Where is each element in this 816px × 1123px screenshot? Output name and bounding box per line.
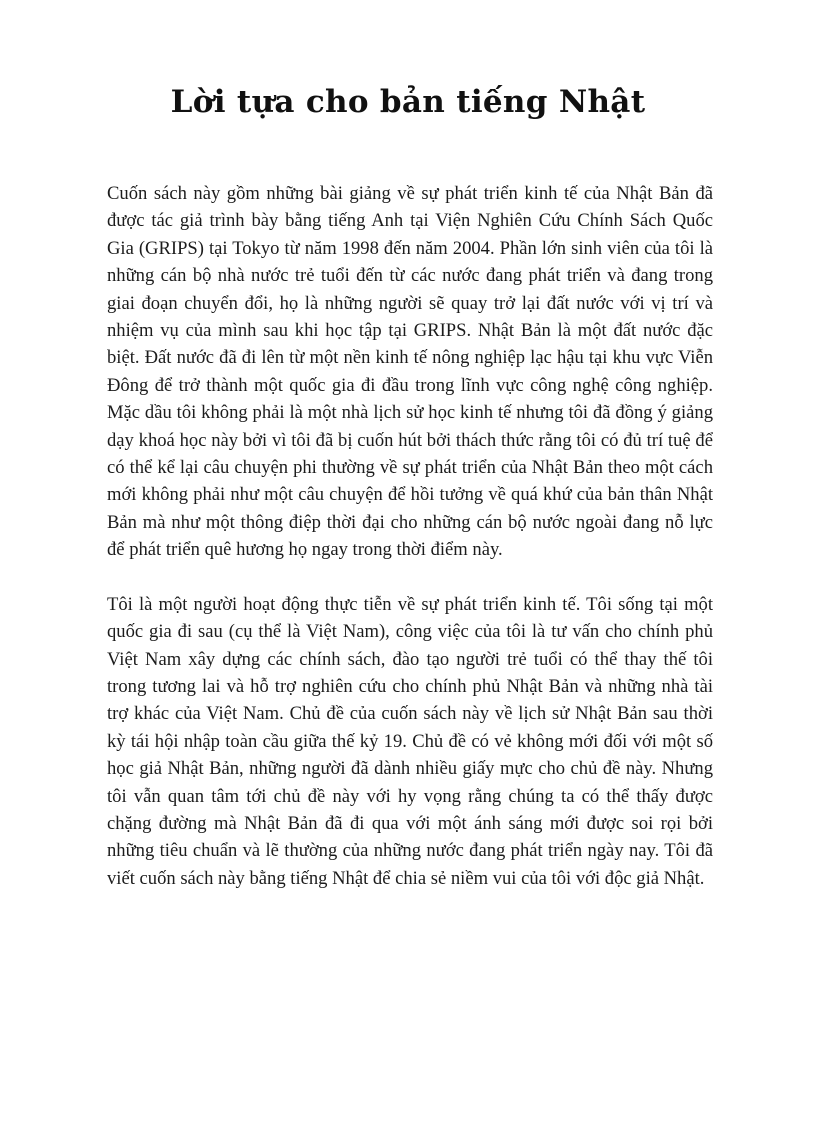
- paragraph-2: Tôi là một người hoạt động thực tiễn về sự phát triển kinh tế. Tôi sống tại một quốc gia đi sau (cụ thể là Việt Nam), công việc của tôi là tư vấn cho chính phủ Việt Nam xây dựng các chính sách, đào tạo người trẻ tuổi có thể thay thế tôi trong tương lai và hỗ trợ nghiên cứu cho chính phủ Nhật Bản và những nhà tài trợ khác của Việt Nam. Chủ đề của cuốn sách này về lịch sử Nhật Bản sau thời kỳ tái hội nhập toàn cầu giữa thế kỷ 19. Chủ đề có vẻ không mới đối với một số học giả Nhật Bản, những người đã dành nhiều giấy mực cho chủ đề này. Nhưng tôi vẫn quan tâm tới chủ đề này với hy vọng rằng chúng ta có thể thấy được chặng đường mà Nhật Bản đã đi qua với một ánh sáng mới được soi rọi bởi những tiêu chuẩn và lẽ thường của những nước đang phát triển ngày nay. Tôi đã viết cuốn sách này bằng tiếng Nhật để chia sẻ niềm vui của tôi với độc giả Nhật.: [107, 593, 713, 889]
- paragraph-1: Cuốn sách này gồm những bài giảng về sự phát triển kinh tế của Nhật Bản đã được tác giả trình bày bằng tiếng Anh tại Viện Nghiên Cứu Chính Sách Quốc Gia (GRIPS) tại Tokyo từ năm 1998 đến năm 2004. Phần lớn sinh viên của tôi là những cán bộ nhà nước trẻ tuổi đến từ các nước đang phát triển và đang trong giai đoạn chuyển đổi, họ là những người sẽ quay trở lại đất nước với vị trí và nhiệm vụ của mình sau khi học tập tại GRIPS. Nhật Bản là một đất nước đặc biệt. Đất nước đã đi lên từ một nền kinh tế nông nghiệp lạc hậu tại khu vực Viễn Đông để trở thành một quốc gia đi đầu trong lĩnh vực công nghệ công nghiệp. Mặc dầu tôi không phải là một nhà lịch sử học kinh tế nhưng tôi đã đồng ý giảng dạy khoá học này bởi vì tôi đã bị cuốn hút bởi thách thức rằng tôi có đủ trí tuệ để có thể kể lại câu chuyện phi thường về sự phát triển của Nhật Bản theo một cách mới không phải như một câu chuyện để hồi tưởng về quá khứ của bản thân Nhật Bản mà như một thông điệp thời đại cho những cán bộ nước ngoài đang nỗ lực để phát triển quê hương họ ngay trong thời điểm này.: [107, 183, 713, 561]
- page-title: Lời tựa cho bản tiếng Nhật: [170, 84, 646, 120]
- document-body: [107, 180, 713, 892]
